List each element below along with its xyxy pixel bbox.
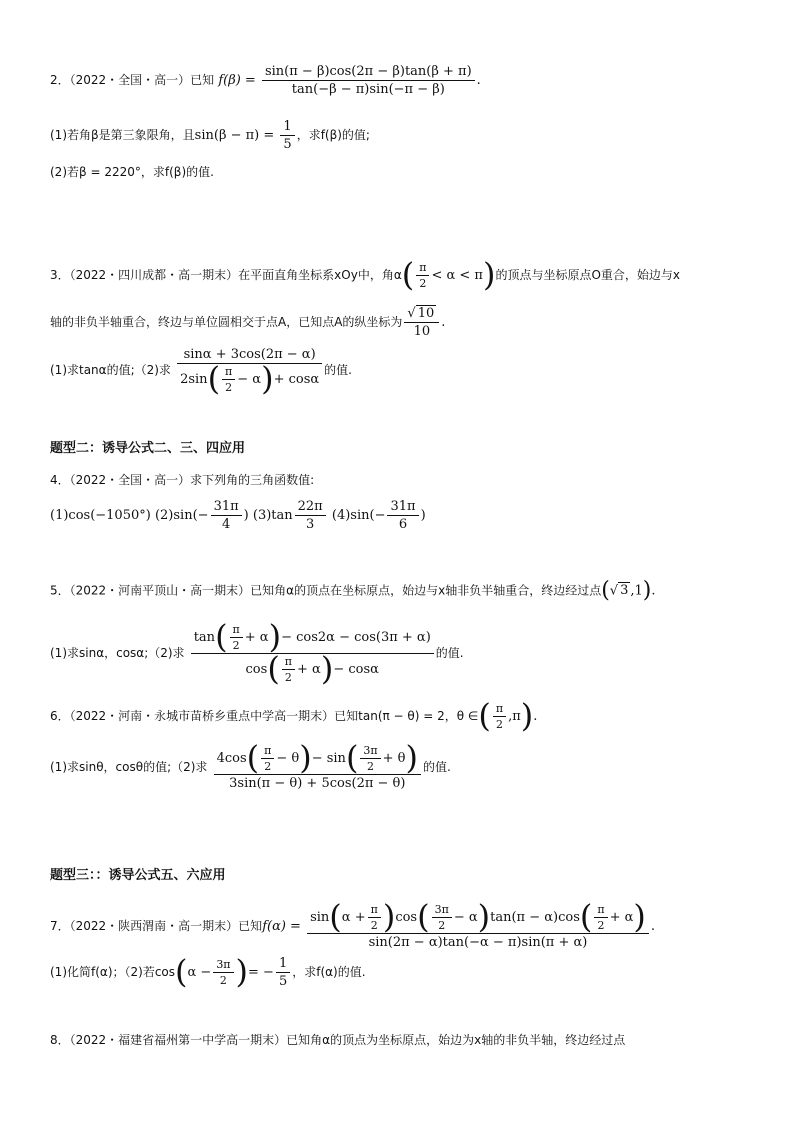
q7-part: (1)化简f(α)；（2)若cos(α − $\frac{3\pi}{2}$ )= − $\frac{1}{5}$ ，求f(α)的值. [50, 952, 366, 991]
q2-line: 2．（2022・全国・高一）已知 f(β) = $\frac{\sin(\pi - \beta)\cos(2\pi - \beta)\tan(\beta + \pi)}{\tan(-\beta - \pi)\sin(-\pi - \beta)}$ . [50, 64, 481, 97]
q3-part: (1)求tanα的值;（2)求 sinα + 3cos(2π − α) 2sin( $\frac{\pi}{2}$ − α)+ cosα 的值. [50, 347, 352, 398]
q2-part1: (1)若角β是第三象限角，且sin(β − π) = $\frac{1}{5}$ ，求f(β)的值; [50, 119, 370, 152]
q7-fraction: sin(α + $\frac{\pi}{2}$ )cos( $\frac{3\pi}{2}$ − α)tan(π − α)cos( $\frac{\pi}{2}$ + α) sin(2π − α)tan(−α − π)sin(π + α) [307, 904, 649, 949]
q3-line1: 3．（2022・四川成都・高一期末）在平面直角坐标系xOy中，角α( $\frac{\pi}{2}$ < α < π)的顶点与坐标原点O重合，始边与x [50, 255, 681, 294]
q2-fraction: $\frac{\sin(\pi - \beta)\cos(2\pi - \beta)\tan(\beta + \pi)}{\tan(-\beta - \pi)\sin(-\pi - \beta)}$ [262, 65, 475, 96]
q4-line1: 4．（2022・全国・高一）求下列角的三角函数值: [50, 473, 315, 487]
q7-line1: 7．（2022・陕西渭南・高一期末）已知f(α) = sin(α + $\frac{\pi}{2}$ )cos( $\frac{3\pi}{2}$ − α)tan(π − α)cos( $\frac{\pi}{2}$ + α) sin(2π − α)tan(−α − π)sin(π + α) . [50, 897, 656, 950]
q2-part2: (2)若β = 2220°，求f(β)的值. [50, 165, 214, 179]
q8-line1: 8．（2022・福建省福州第一中学高一期末）已知角α的顶点为坐标原点，始边为x轴的非负半轴，终边经过点 [50, 1033, 626, 1047]
q3-fraction: sinα + 3cos(2π − α) 2sin( $\frac{\pi}{2}$ − α)+ cosα [177, 348, 322, 393]
section-heading-3: 题型三：：诱导公式五、六应用 [50, 868, 226, 883]
q5-line1: 5．（2022・河南平顶山・高一期末）已知角α的顶点在坐标原点，始边与x轴非负半轴重合，终边经过点(√ 3 ,1). [50, 578, 656, 603]
q3-line2: 轴的非负半轴重合，终边与单位圆相交于点A，已知点A的纵坐标为 $\frac{√ 10}{10}$ . [50, 306, 446, 339]
section-heading-2: 题型二：诱导公式二、三、四应用 [50, 441, 246, 456]
q6-line1: 6．（2022・河南・永城市苗桥乡重点中学高一期末）已知tan(π − θ) = 2，θ ∈( $\frac{\pi}{2}$ ,π). [50, 696, 538, 735]
q5-part: (1)求sinα，cosα;（2)求 tan( $\frac{\pi}{2}$ + α)− cos2α − cos(3π + α) cos( $\frac{\pi}{2}$ + α)− cosα 的值. [50, 617, 464, 688]
q6-fraction: 4cos( $\frac{\pi}{2}$ − θ)− sin( $\frac{3\pi}{2}$ + θ) 3sin(π − θ) + 5cos(2π − θ) [214, 745, 421, 790]
q4-line2: (1)cos(−1050°) (2)sin(− $\frac{31\pi}{4}$ ) (3)tan $\frac{22\pi}{3}$ (4)sin(− $\frac{31\pi}{6}$ ) [50, 499, 426, 532]
q6-part: (1)求sinθ，cosθ的值;（2)求 4cos( $\frac{\pi}{2}$ − θ)− sin( $\frac{3\pi}{2}$ + θ) 3sin(π − θ) + 5cos(2π − θ) 的值. [50, 738, 451, 791]
q5-fraction: tan( $\frac{\pi}{2}$ + α)− cos2α − cos(3π + α) cos( $\frac{\pi}{2}$ + α)− cosα [191, 624, 434, 683]
